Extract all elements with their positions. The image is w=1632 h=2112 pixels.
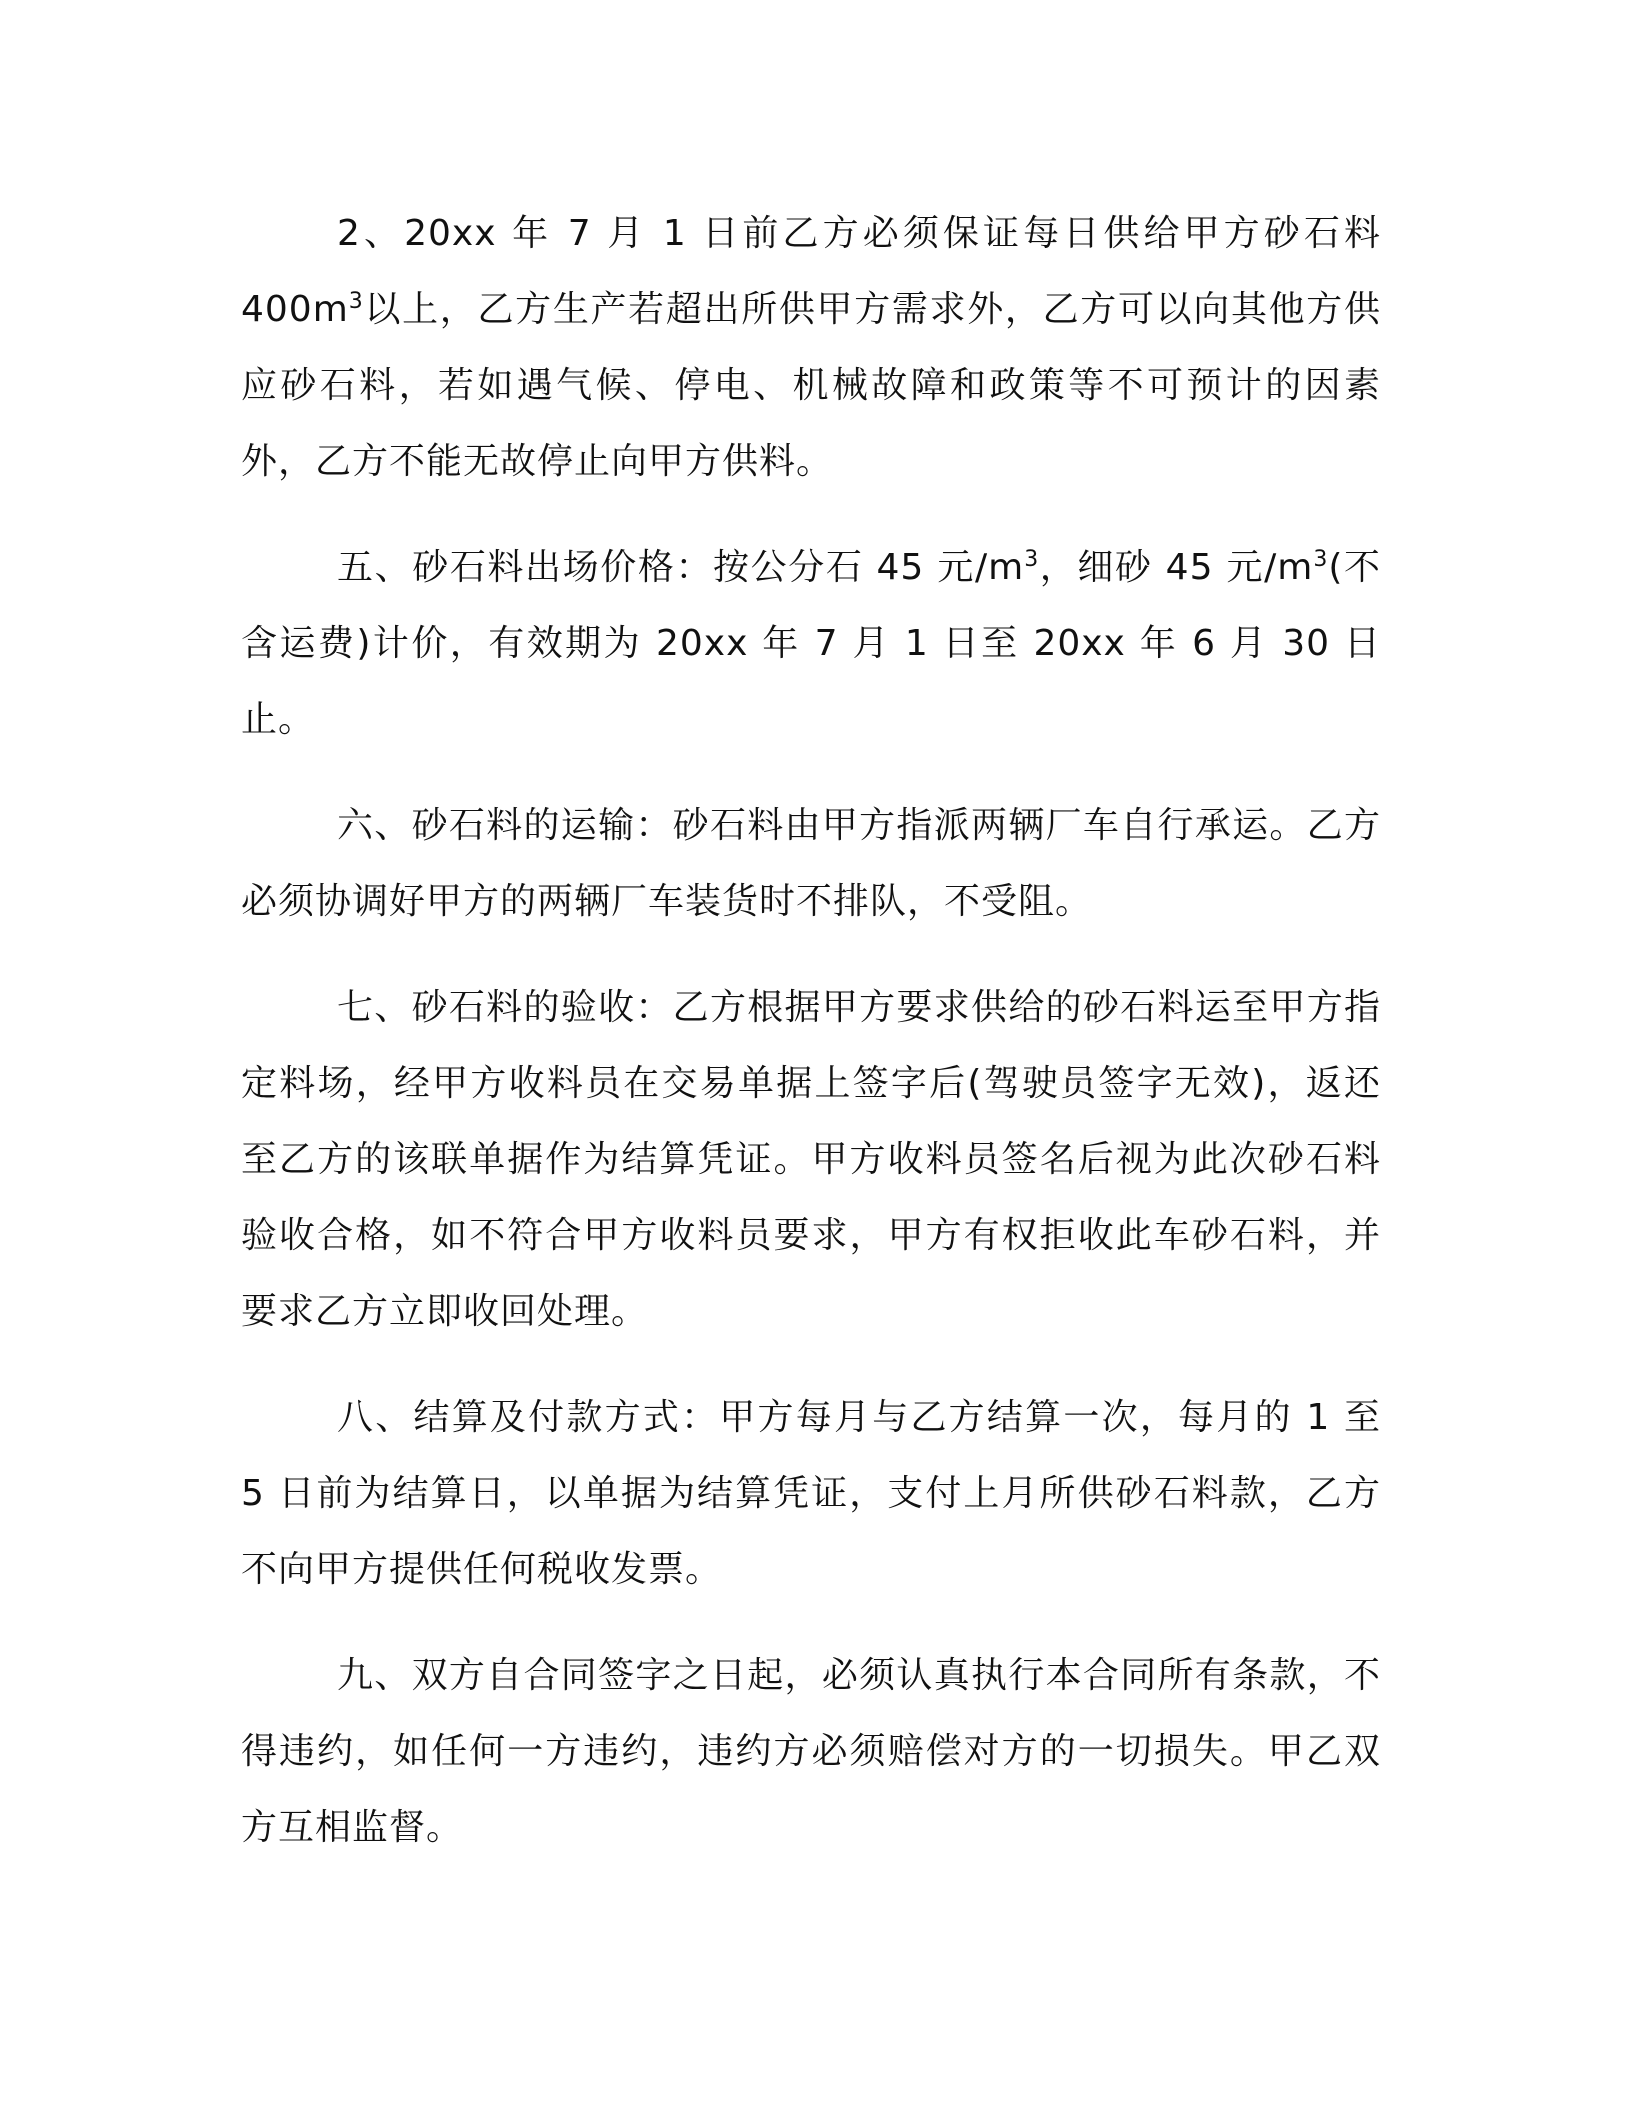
paragraph-obligations: 九、双方自合同签字之日起，必须认真执行本合同所有条款，不得违约，如任何一方违约，违约方必须赔偿对方的一切损失。甲乙双方互相监督。: [241, 1655, 1381, 1848]
paragraph-text: 五、砂石料出场价格：按公分石 45 元/m: [337, 547, 1025, 588]
superscript-3: 3: [1313, 547, 1329, 572]
paragraph-transport: 六、砂石料的运输：砂石料由甲方指派两辆厂车自行承运。乙方必须协调好甲方的两辆厂车装货时不排队，不受阻。: [241, 805, 1381, 922]
paragraph-daily-supply: [241, 196, 1381, 500]
paragraph-settlement: 八、结算及付款方式：甲方每月与乙方结算一次，每月的 1 至 5 日前为结算日，以单据为结算凭证，支付上月所供砂石料款，乙方不向甲方提供任何税收发票。: [241, 1397, 1381, 1590]
superscript-3: 3: [348, 289, 364, 314]
paragraph-text: 2、20xx 年 7 月 1 日前乙方必须保证每日供给甲方砂石料 400m: [241, 213, 1381, 330]
superscript-3: 3: [1024, 547, 1040, 572]
paragraph-text: 以上，乙方生产若超出所供甲方需求外，乙方可以向其他方供应砂石料，若如遇气候、停电、机械故障和政策等不可预计的因素外，乙方不能无故停止向甲方供料。: [241, 289, 1381, 482]
paragraph-text: ，细砂 45 元/m: [1039, 547, 1314, 588]
paragraph-acceptance: 七、砂石料的验收：乙方根据甲方要求供给的砂石料运至甲方指定料场，经甲方收料员在交易单据上签字后(驾驶员签字无效)，返还至乙方的该联单据作为结算凭证。甲方收料员签名后视为此次砂石料验收合格，如不符合甲方收料员要求，甲方有权拒收此车砂石料，并要求乙方立即收回处理。: [241, 987, 1381, 1332]
paragraph-text: (不含运费)计价，有效期为 20xx 年 7 月 1 日至 20xx 年 6 月 30 日止。: [241, 547, 1381, 740]
paragraph-price: [241, 530, 1381, 758]
document-body: [241, 196, 1381, 1896]
